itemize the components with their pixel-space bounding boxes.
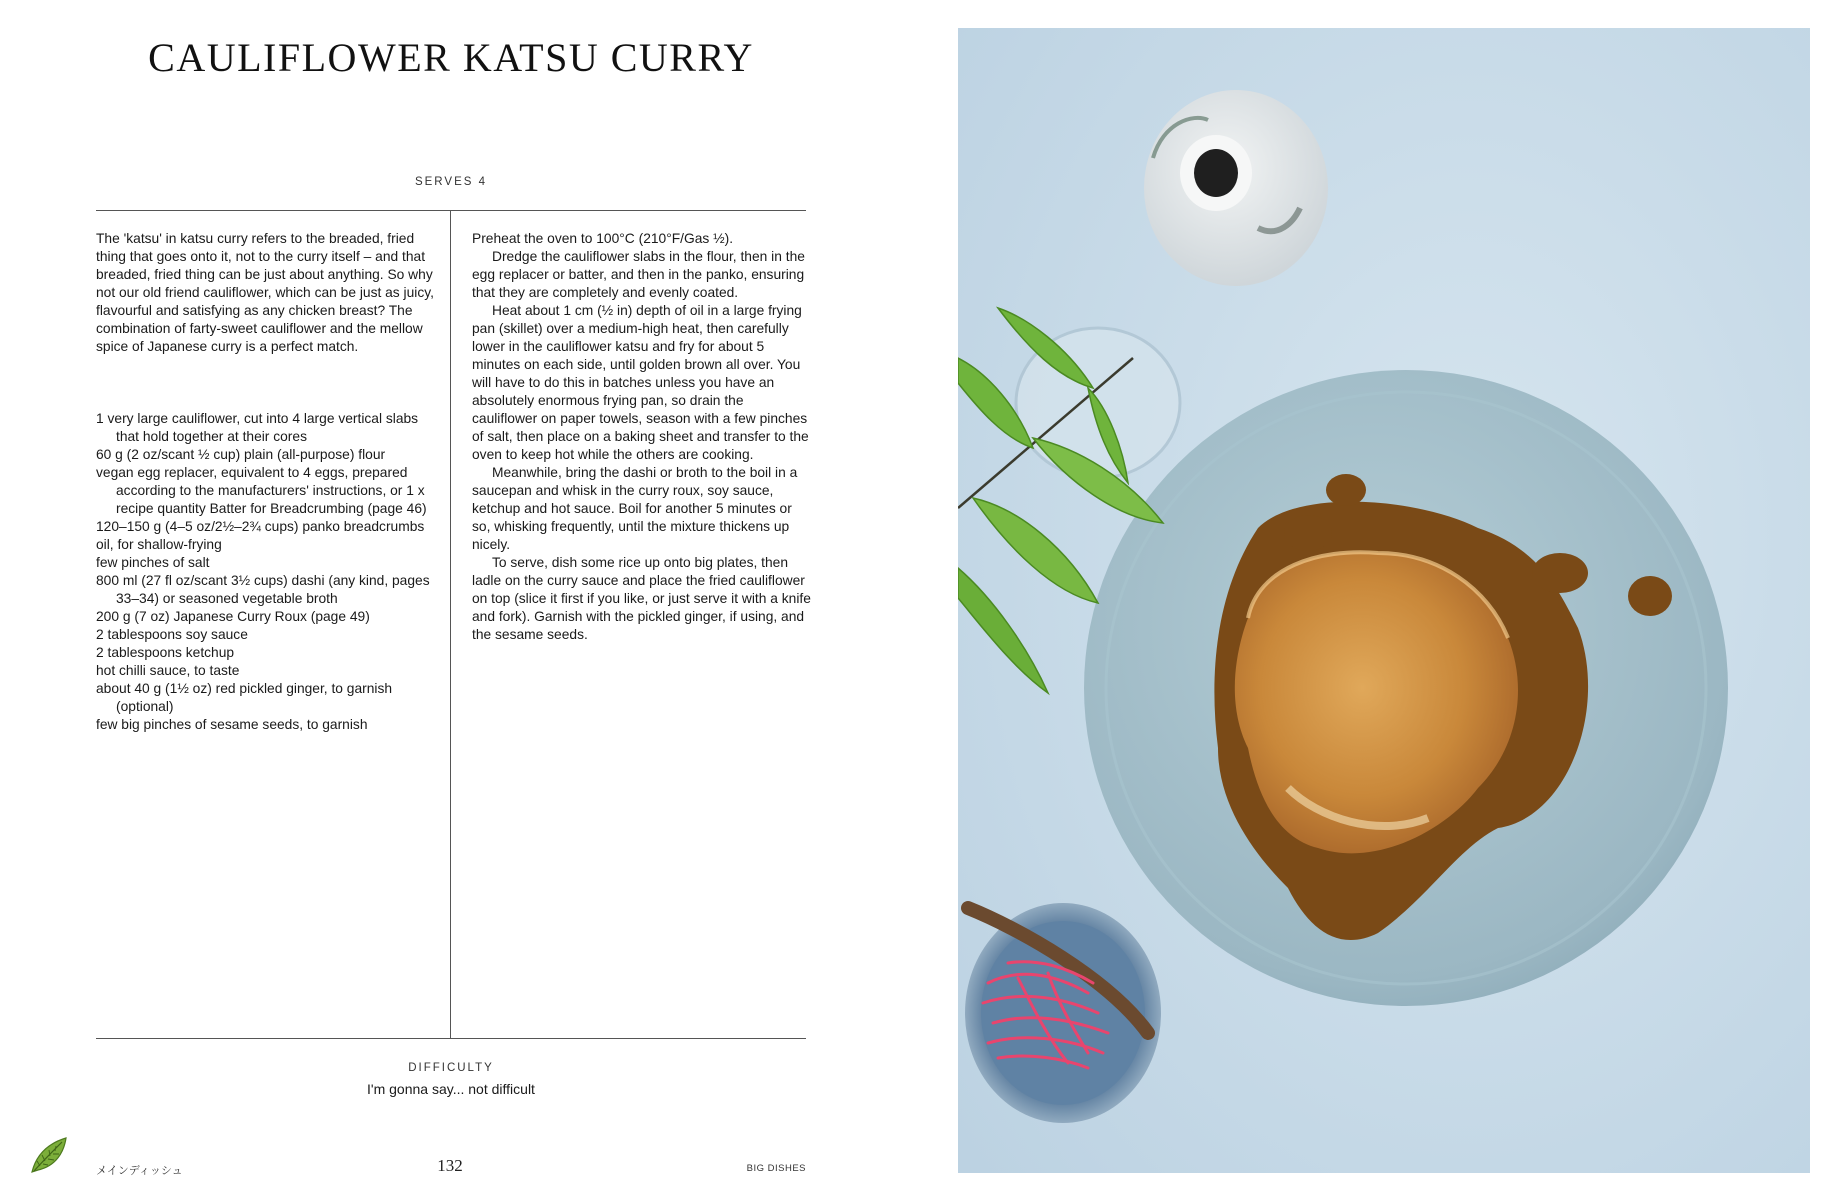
ingredient-item: 1 very large cauliflower, cut into 4 large vertical slabs that hold together at their cores <box>96 411 419 444</box>
ingredient-item: few pinches of salt <box>96 555 210 570</box>
serves-label: SERVES 4 <box>414 176 488 188</box>
method-step: Meanwhile, bring the dashi or broth to the boil in a saucepan and whisk in the curry roux, soy sauce, ketchup and hot sauce. Boil for another 5 minutes or so, whisking frequently, until the mixture thickens up nicely. <box>472 465 798 552</box>
top-divider <box>96 210 806 211</box>
method-step: Heat about 1 cm (½ in) depth of oil in a large frying pan (skillet) over a medium-high heat, then carefully lower in the cauliflower katsu and fry for about 5 minutes on each side, until golden brown all over. You will have to do this in batches unless you have an absolutely enormous frying pan, so drain the cauliflower on paper towels, season with a few pinches of salt, then place on a baking sheet and transfer to the oven to keep hot while the others are cooking. <box>472 303 809 462</box>
ingredient-item: oil, for shallow-frying <box>96 537 222 552</box>
footer-japanese-label: メインディッシュ <box>96 1165 183 1177</box>
recipe-title: CAULIFLOWER KATSU CURRY <box>148 35 754 80</box>
bottom-divider <box>96 1038 806 1039</box>
left-column <box>96 230 436 734</box>
method-step: Dredge the cauliflower slabs in the flour, then in the egg replacer or batter, and then in the panko, ensuring that they are completely and evenly coated. <box>472 249 805 300</box>
ingredient-item: vegan egg replacer, equivalent to 4 eggs, prepared according to the manufacturers' instructions, or 1 x recipe quantity Batter for Breadcrumbing (page 46) <box>96 465 427 516</box>
ingredient-item: 120–150 g (4–5 oz/2½–2¾ cups) panko breadcrumbs <box>96 519 425 534</box>
column-divider <box>450 211 451 1038</box>
method-step: To serve, dish some rice up onto big plates, then ladle on the curry sauce and place the fried cauliflower on top (slice it first if you like, or just serve it with a knife and fork). Garnish with the pickled ginger, if using, and the sesame seeds. <box>472 555 811 642</box>
ingredient-item: 800 ml (27 fl oz/scant 3½ cups) dashi (any kind, pages 33–34) or seasoned vegetable broth <box>96 573 430 606</box>
ingredient-item: 200 g (7 oz) Japanese Curry Roux (page 49) <box>96 609 370 624</box>
ingredient-item: 2 tablespoons soy sauce <box>96 627 248 642</box>
ingredient-item: hot chilli sauce, to taste <box>96 663 240 678</box>
ingredient-item: 2 tablespoons ketchup <box>96 645 235 660</box>
difficulty-label: DIFFICULTY <box>408 1062 494 1074</box>
difficulty-value: I'm gonna say... not difficult <box>367 1081 535 1097</box>
leaf-icon <box>28 1134 70 1176</box>
katsu-curry-photo <box>958 28 1810 1173</box>
ingredients-list <box>96 410 436 734</box>
recipe-intro: The 'katsu' in katsu curry refers to the breaded, fried thing that goes onto it, not to the curry itself – and that breaded, fried thing can be just about anything. So why not our old friend cauliflower, which can be just as juicy, flavourful and satisfying as any chicken breast? The combination of farty-sweet cauliflower and the mellow spice of Japanese curry is a perfect match. <box>96 231 434 354</box>
page-number: 132 <box>437 1156 463 1175</box>
ingredient-item: about 40 g (1½ oz) red pickled ginger, to garnish (optional) <box>96 681 393 714</box>
method-column <box>472 230 812 644</box>
ingredient-item: 60 g (2 oz/scant ½ cup) plain (all-purpose) flour <box>96 447 386 462</box>
ingredient-item: few big pinches of sesame seeds, to garnish <box>96 717 368 732</box>
footer-section-label: BIG DISHES <box>746 1163 806 1174</box>
method-step: Preheat the oven to 100°C (210°F/Gas ½). <box>472 231 734 246</box>
